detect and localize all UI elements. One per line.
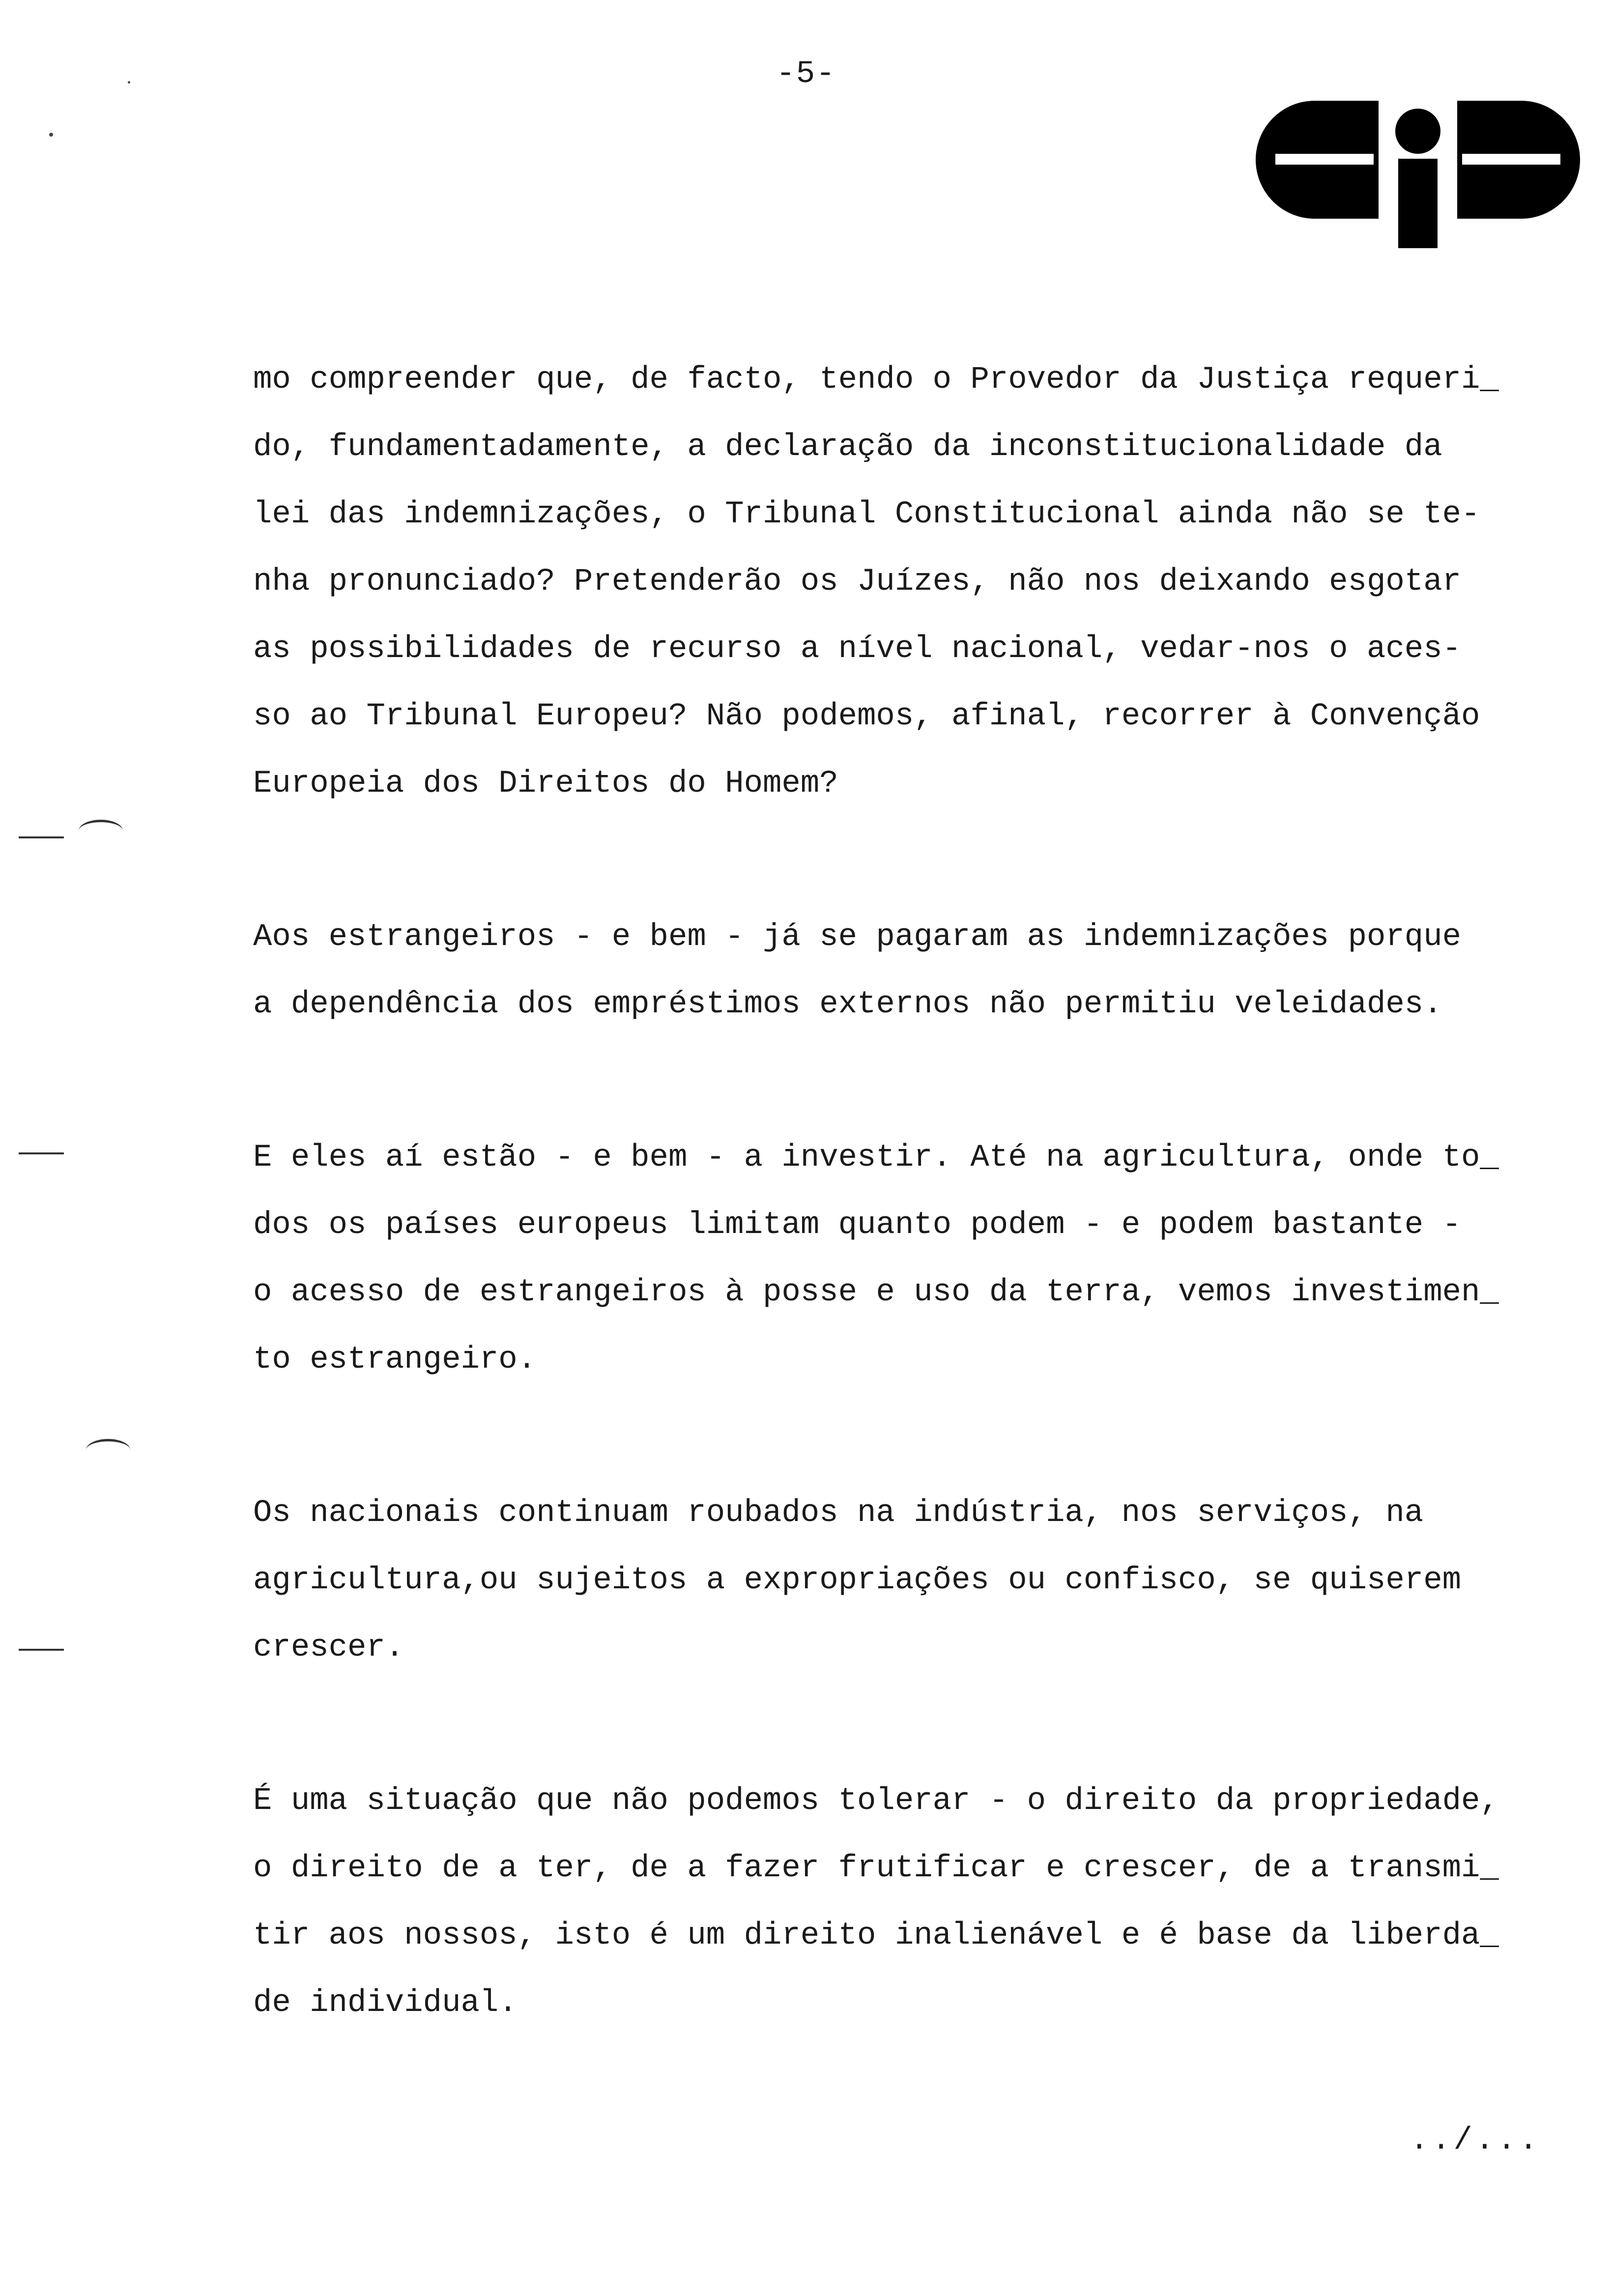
body-text <box>253 346 1580 2123</box>
margin-mark <box>19 1649 64 1651</box>
text-line: tir aos nossos, isto é um direito inalienável e é base da liberda_ <box>253 1918 1499 1953</box>
text-line: as possibilidades de recurso a nível nacional, vedar-nos o aces- <box>253 631 1461 667</box>
text-line: É uma situação que não podemos tolerar - o direito da propriedade, <box>253 1783 1499 1819</box>
text-line: o direito de a ter, de a fazer frutificar e crescer, de a transmi_ <box>253 1851 1499 1886</box>
text-line: Europeia dos Direitos do Homem? <box>253 766 838 802</box>
page-number: -5- <box>776 57 836 92</box>
margin-hook <box>86 1439 130 1461</box>
text-line: a dependência dos empréstimos externos não permitiu veleidades. <box>253 987 1442 1022</box>
text-line: lei das indemnizações, o Tribunal Constitucional ainda não se te- <box>253 497 1480 532</box>
text-line: agricultura,ou sujeitos a expropriações ou confisco, se quiserem <box>253 1563 1461 1598</box>
speck <box>128 81 130 84</box>
cip-logo-icon <box>1256 101 1580 248</box>
paragraph-1 <box>253 346 1580 818</box>
text-line: mo compreender que, de facto, tendo o Provedor da Justiça requeri_ <box>253 362 1499 398</box>
text-line: so ao Tribunal Europeu? Não podemos, afinal, recorrer à Convenção <box>253 699 1480 734</box>
margin-hook <box>79 820 123 842</box>
text-line: nha pronunciado? Pretenderão os Juízes, não nos deixando esgotar <box>253 564 1461 600</box>
margin-mark <box>19 1152 64 1154</box>
paragraph-2 <box>253 904 1580 1038</box>
margin-mark <box>19 836 64 838</box>
text-line: dos os países europeus limitam quanto podem - e podem bastante - <box>253 1207 1461 1243</box>
paragraph-3 <box>253 1124 1580 1394</box>
text-line: to estrangeiro. <box>253 1342 537 1378</box>
paragraph-5 <box>253 1768 1580 2037</box>
text-line: Os nacionais continuam roubados na indústria, nos serviços, na <box>253 1495 1424 1531</box>
paragraph-4 <box>253 1480 1580 1682</box>
text-line: o acesso de estrangeiros à posse e uso da terra, vemos investimen_ <box>253 1275 1499 1310</box>
text-line: E eles aí estão - e bem - a investir. Até na agricultura, onde to_ <box>253 1140 1499 1176</box>
text-line: Aos estrangeiros - e bem - já se pagaram as indemnizações porque <box>253 919 1461 955</box>
continuation-marker: ../... <box>1410 2123 1541 2158</box>
text-line: crescer. <box>253 1630 404 1665</box>
text-line: de individual. <box>253 1985 518 2021</box>
speck <box>49 133 53 137</box>
text-line: do, fundamentadamente, a declaração da inconstitucionalidade da <box>253 430 1442 465</box>
